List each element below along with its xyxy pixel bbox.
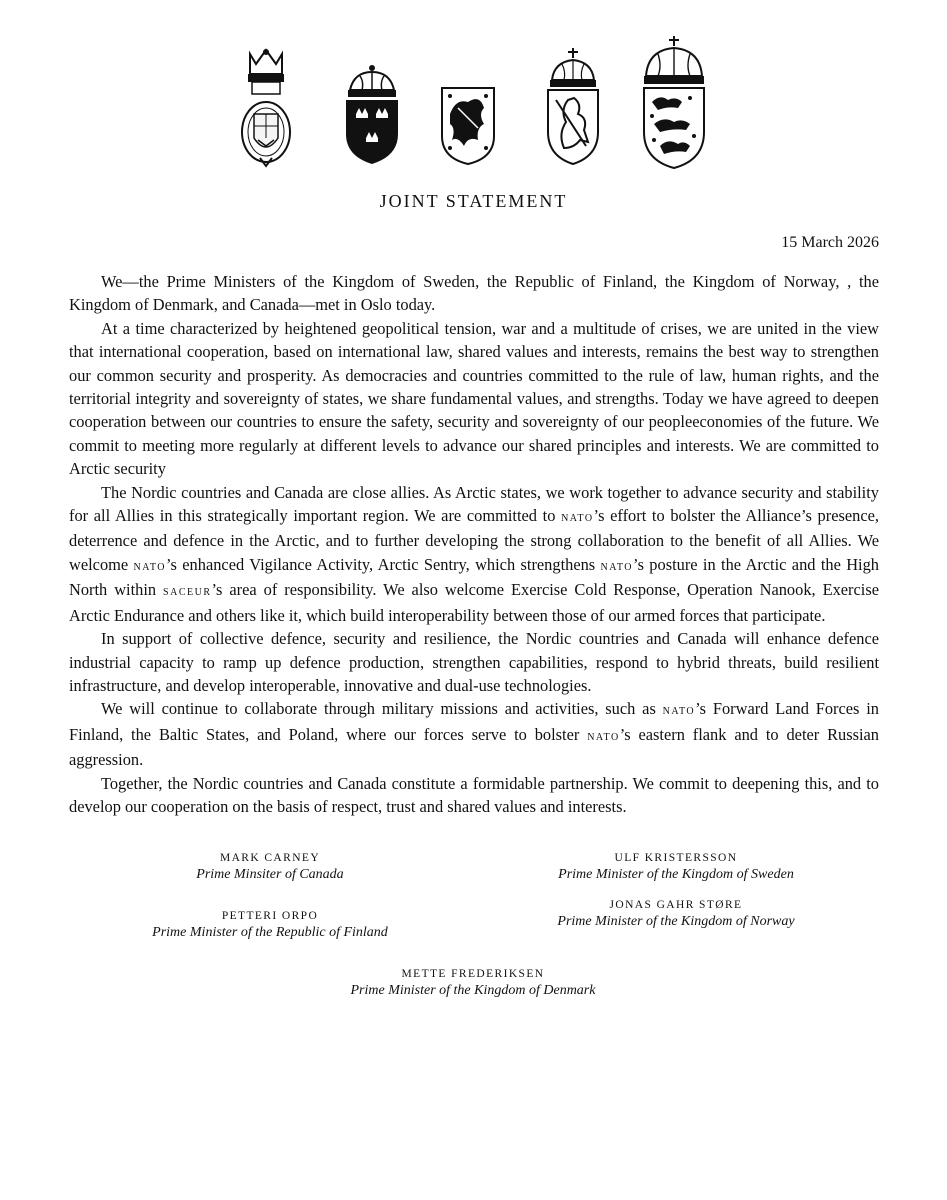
signatory-title: Prime Minister of the Kingdom of Denmark [350,983,596,998]
signatory-name: MARK CARNEY [219,852,321,864]
paragraph-3-part-c: ’s enhanced Vigilance Activity, Arctic Sentry, which strengthens [166,554,601,574]
paragraph-1: We—the Prime Ministers of the Kingdom of Sweden, the Republic of Finland, the Kingdom of Norway, , the Kingdom of Denmark, and Canada—met in Oslo today. [69,272,879,315]
signatory-title: Prime Minister of the Kingdom of Norway [557,914,795,929]
norway-coat-of-arms-icon [542,48,604,168]
saceur-abbreviation: saceur [163,584,212,600]
signatory-name: ULF KRISTERSSON [614,852,738,864]
paragraph-2: At a time characterized by heightened geopolitical tension, war and a multitude of crises, we are united in the view that international cooperation, based on international law, shared values and interests, remains the best way to strengthen our common security and prosperity. As democracies and countries committed to the rule of law, human rights, and the territorial integrity and sovereignty of states, we share fundamental values, and strengths. Today we have agreed to deepen cooperation between our countries to ensure the safety, security and sovereignty of our peopleeconomies of the future. We commit to meeting more regularly at different levels to advance our shared principles and interests. We are committed to Arctic security [69,318,879,479]
paragraph-3-part-a: The Nordic countries and Canada are close allies. As Arctic states, we work together to advance security and stability for all Allies in this strategically important region. We are committed to [69,482,879,526]
paragraph-5-part-c: ’s eastern flank and to deter Russian aggression. [69,724,880,770]
signatory-title: Prime Minister of the Kingdom of Sweden [558,867,794,882]
paragraph-3-part-d: ’s posture in the Arctic and the High North within [69,554,879,600]
paragraph-3 [69,481,879,627]
nato-abbreviation: nato [561,510,594,526]
signatory-norway [506,897,846,931]
nato-abbreviation: nato [133,558,166,574]
nato-abbreviation: nato [600,558,634,574]
paragraph-5 [69,697,879,771]
signatory-name: JONAS GAHR STØRE [609,899,743,911]
signatory-title: Prime Minister of the Republic of Finland [152,925,388,940]
document-date: 15 March 2026 [781,234,879,251]
paragraph-3-part-b: ’s effort to bolster the Alliance’s presence, deterrence and defence in the Arctic, and to further developing the strong collaboration to the benefit of all Allies. We welcome [69,506,879,574]
document-title: JOINT STATEMENT [379,191,568,211]
nato-abbreviation: nato [662,703,696,719]
paragraph-4: In support of collective defence, security and resilience, the Nordic countries and Canada will enhance defence industrial capacity to ramp up defence production, strengthen capabilities, respond to hybrid threats, build resilient infrastructure, and develop interoperable, innovative and dual-use technologies. [69,629,879,695]
nato-abbreviation: nato [587,728,620,744]
signatory-finland [100,908,440,942]
paragraph-5-part-a: We will continue to collaborate through military missions and activities, such as [101,699,663,719]
paragraph-5-part-b: ’s Forward Land Forces in Finland, the Baltic States, and Poland, where our forces serve to bolster [69,699,879,744]
signatory-canada [100,850,440,884]
paragraph-6: Together, the Nordic countries and Canada constitute a formidable partnership. We commit to deepening this, and to develop our cooperation on the basis of respect, trust and shared values and interests. [69,773,879,816]
denmark-coat-of-arms-icon [638,36,710,172]
signatory-title: Prime Minsiter of Canada [196,867,344,882]
coat-of-arms-row [236,44,712,172]
paragraph-3-part-e: ’s area of responsibility. We also welcome Exercise Cold Response, Operation Nanook, Exercise Arctic Endurance and others like it, which build interoperability between those of our armed forces that participate. [69,580,879,625]
signatory-denmark [303,966,643,1000]
signatory-sweden [506,850,846,884]
signatory-name: PETTERI ORPO [221,910,319,922]
canada-coat-of-arms-icon [238,46,294,170]
signatory-name: METTE FREDERIKSEN [401,968,545,980]
sweden-coat-of-arms-icon [340,64,404,166]
finland-coat-of-arms-icon [438,84,498,166]
statement-body [69,270,879,818]
